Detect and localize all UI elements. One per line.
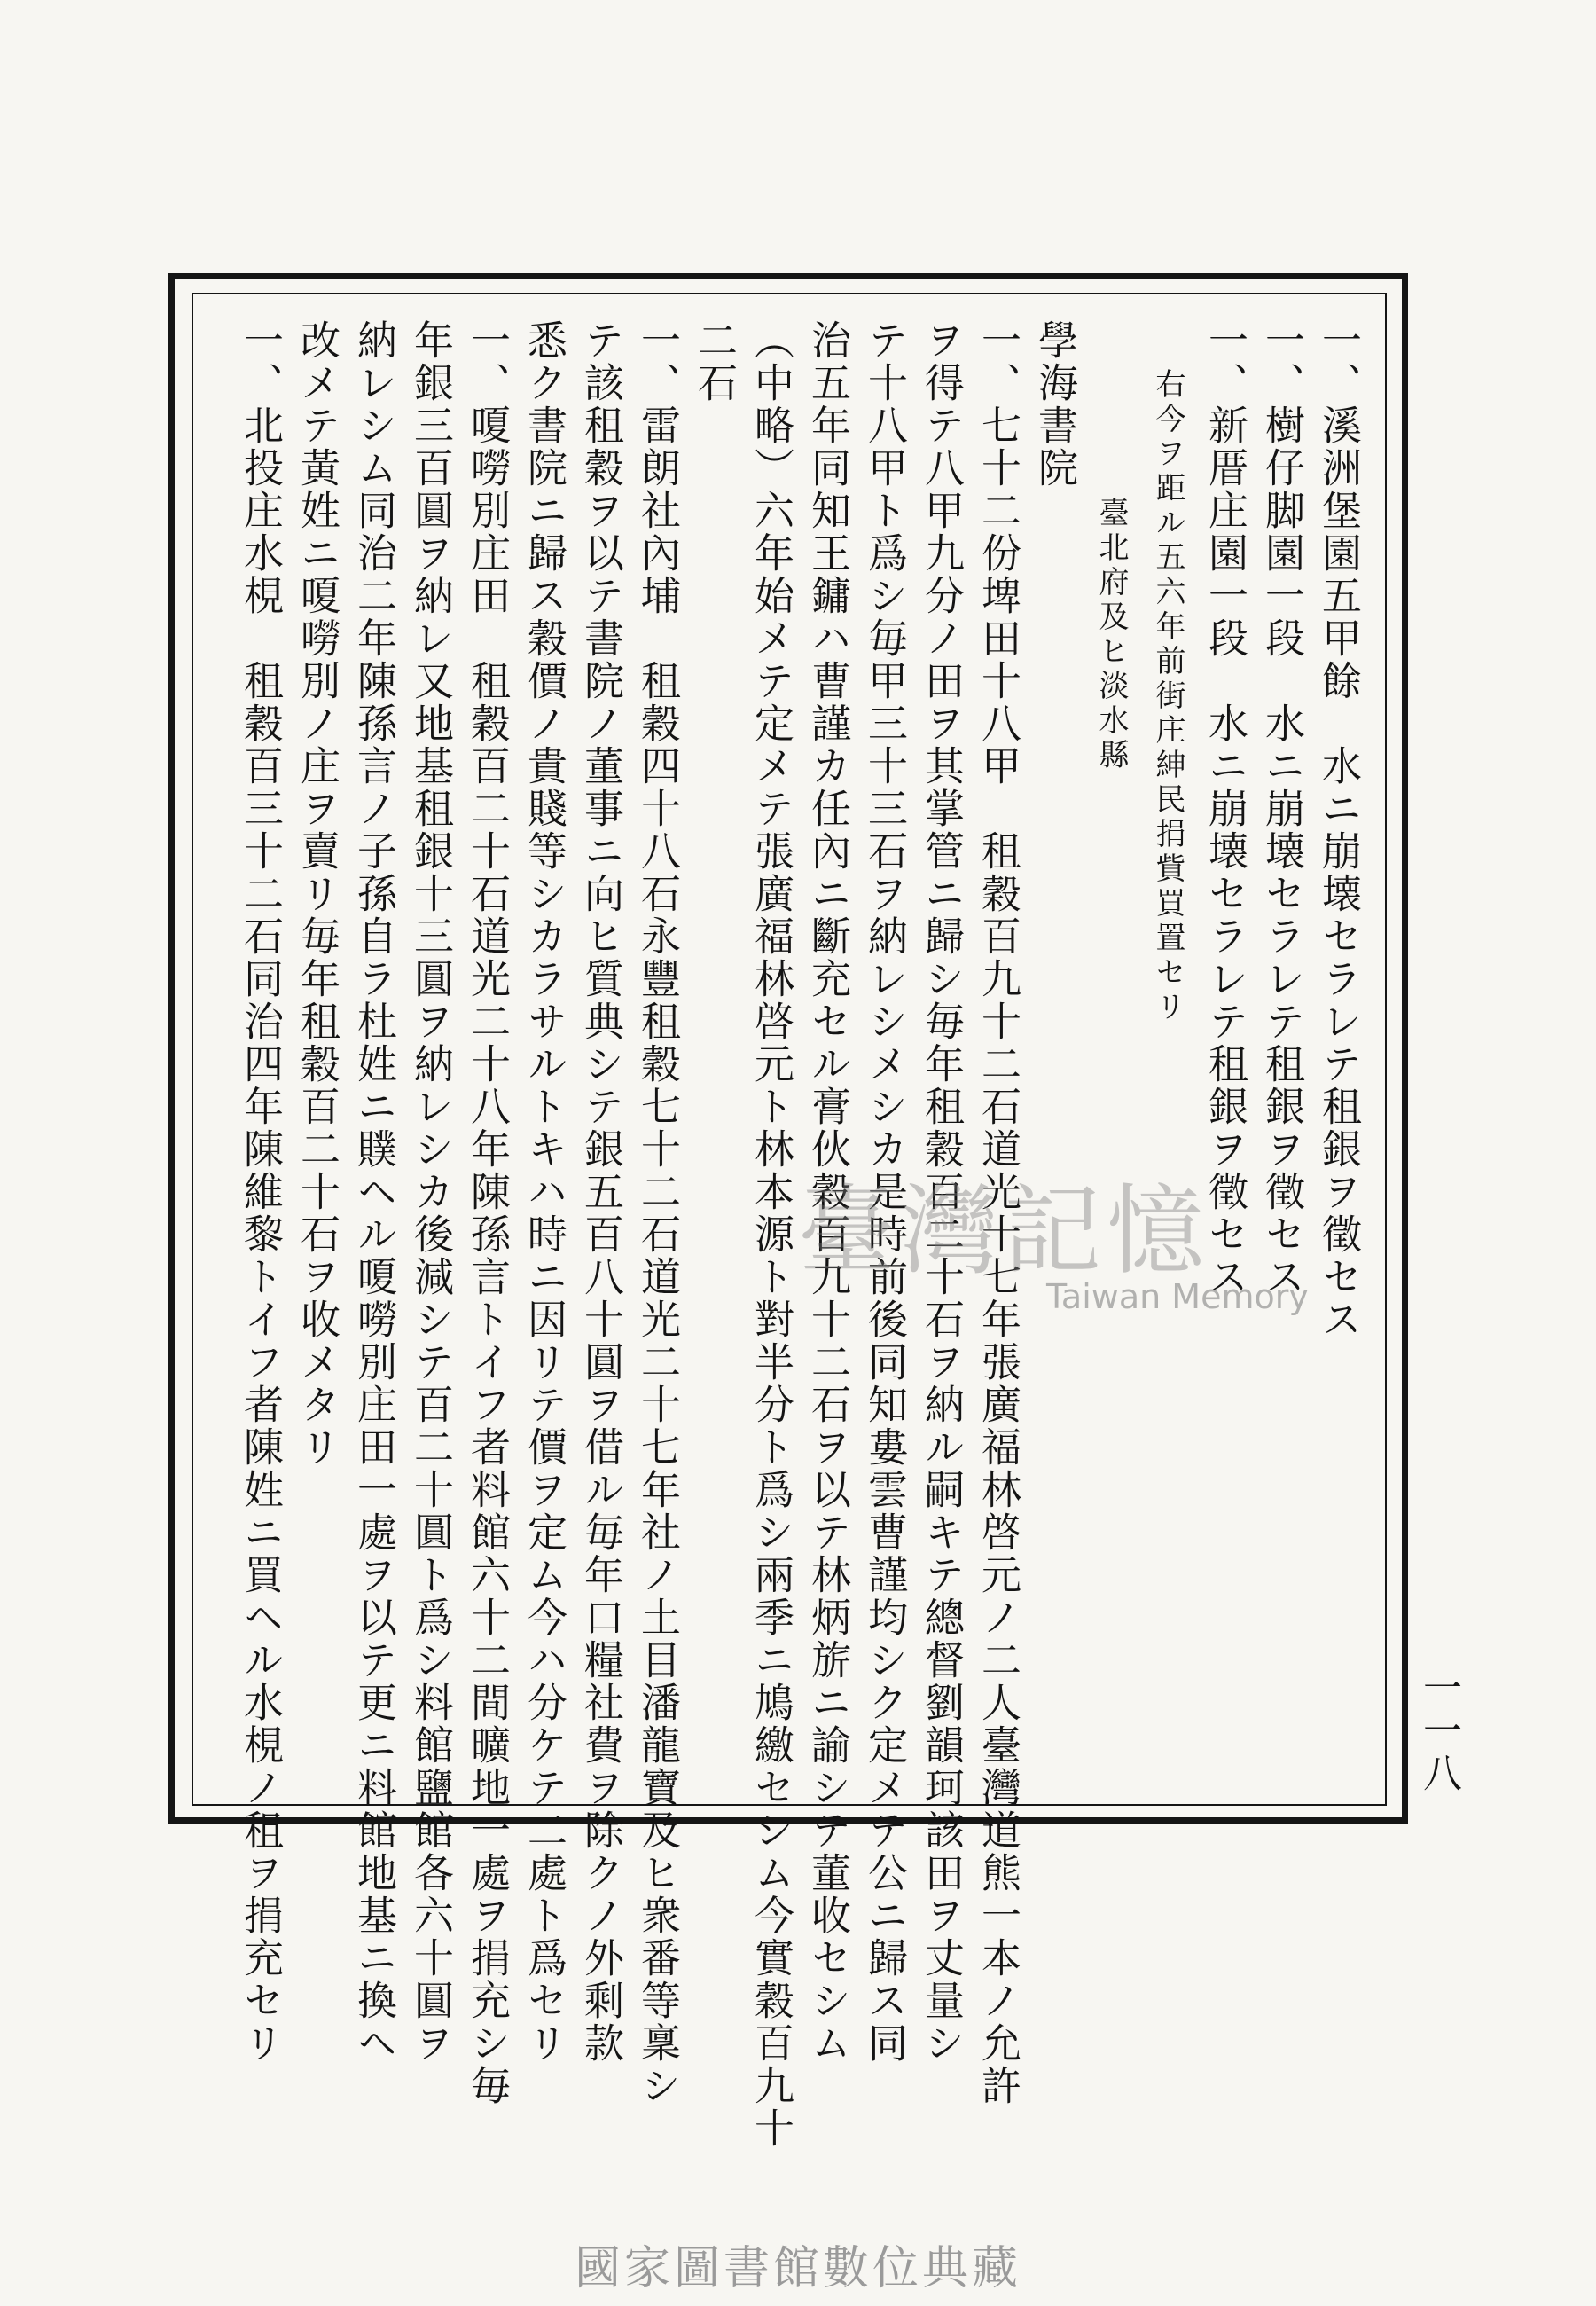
text-column-17: 年銀三百圓ヲ納レ又地基租銀十三圓ヲ納レシカ後減シテ百二十圓ト爲シ料館鹽館各六十圓ヲ (407, 319, 454, 2065)
watermark-logo: 臺灣記憶 (798, 1174, 1209, 1288)
text-column-10: 治五年同知王鏞ハ曹謹カ任內ニ斷充セル膏伙穀百九十二石ヲ以テ林炳旂ニ諭シテ董收セシム (804, 319, 851, 2065)
text-column-7: 一、七十二份埤田十八甲 租穀百九十二石道光十七年張廣福林啓元ノ二人臺灣道熊一本ノ允許 (974, 319, 1021, 2107)
text-column-2: 一、樹仔脚園一段 水ニ崩壊セラレテ租銀ヲ徵セス (1258, 319, 1305, 1298)
text-column-12: 二石 (691, 319, 738, 404)
footer-caption: 國家圖書館數位典藏 (574, 2242, 1021, 2295)
text-column-9: テ十八甲ト爲シ毎甲三十三石ヲ納レシメシカ是時前後同知婁雲曹謹均シク定メテ公ニ歸ス同 (861, 319, 908, 2065)
text-column-20: 一、北投庄水梘 租穀百三十二石同治四年陳維黎トイフ者陳姓ニ買ヘル水梘ノ租ヲ捐充セリ (237, 319, 284, 2065)
text-column-16: 一、嗄嘮別庄田 租穀百二十石道光二十八年陳孫言トイフ者料館六十二間曠地一處ヲ捐充シ毎 (464, 319, 511, 2107)
text-body (218, 319, 1362, 2150)
text-column-19: 改メテ黃姓ニ嗄嘮別ノ庄ヲ賣リ毎年租穀百二十石ヲ收メタリ (293, 319, 340, 1469)
text-column-18: 納レシム同治二年陳孫言ノ子孫自ラ杜姓ニ贌ヘル嗄嘮別庄田一處ヲ以テ更ニ料館地基ニ換ヘ (350, 319, 397, 2065)
text-column-1: 一、溪洲堡園五甲餘 水ニ崩壊セラレテ租銀ヲ徵セス (1315, 319, 1362, 1341)
text-column-8: ヲ得テ八甲九分ノ田ヲ其掌管ニ歸シ毎年租穀百二十石ヲ納ル嗣キテ總督劉韻珂該田ヲ丈量シ (918, 319, 965, 2065)
page-number: 一一八 (1416, 1667, 1461, 1795)
text-column-11: （中略）六年始メテ定メテ張廣福林啓元ト林本源ト對半分ト爲シ兩季ニ鳩繳セシム今實穀百九十 (747, 319, 794, 2150)
text-column-14: テ該租穀ヲ以テ書院ノ董事ニ向ヒ質典シテ銀五百八十圓ヲ借ル毎年口糧社費ヲ除クノ外剩款 (577, 319, 624, 2065)
section-heading: 學海書院 (1031, 319, 1078, 490)
text-column-5: 臺北府及ヒ淡水縣 (1093, 497, 1129, 773)
text-column-3: 一、新厝庄園一段 水ニ崩壊セラレテ租銀ヲ徵セス (1201, 319, 1248, 1298)
text-column-15: 悉ク書院ニ歸ス穀價ノ貴賤等シカラサルトキハ時ニ因リテ價ヲ定ム今ハ分ケテ二處ト爲セリ (520, 319, 567, 2065)
watermark-logo-en: Taiwan Memory (1046, 1277, 1309, 1316)
text-column-4: 右今ヲ距ル五六年前街庄紳民捐貲買置セリ (1150, 368, 1185, 1025)
text-column-13: 一、雷朗社內埔 租穀四十八石永豐租穀七十二石道光二十七年社ノ土目潘龍寶及ヒ衆番等稟シ (634, 319, 681, 2107)
